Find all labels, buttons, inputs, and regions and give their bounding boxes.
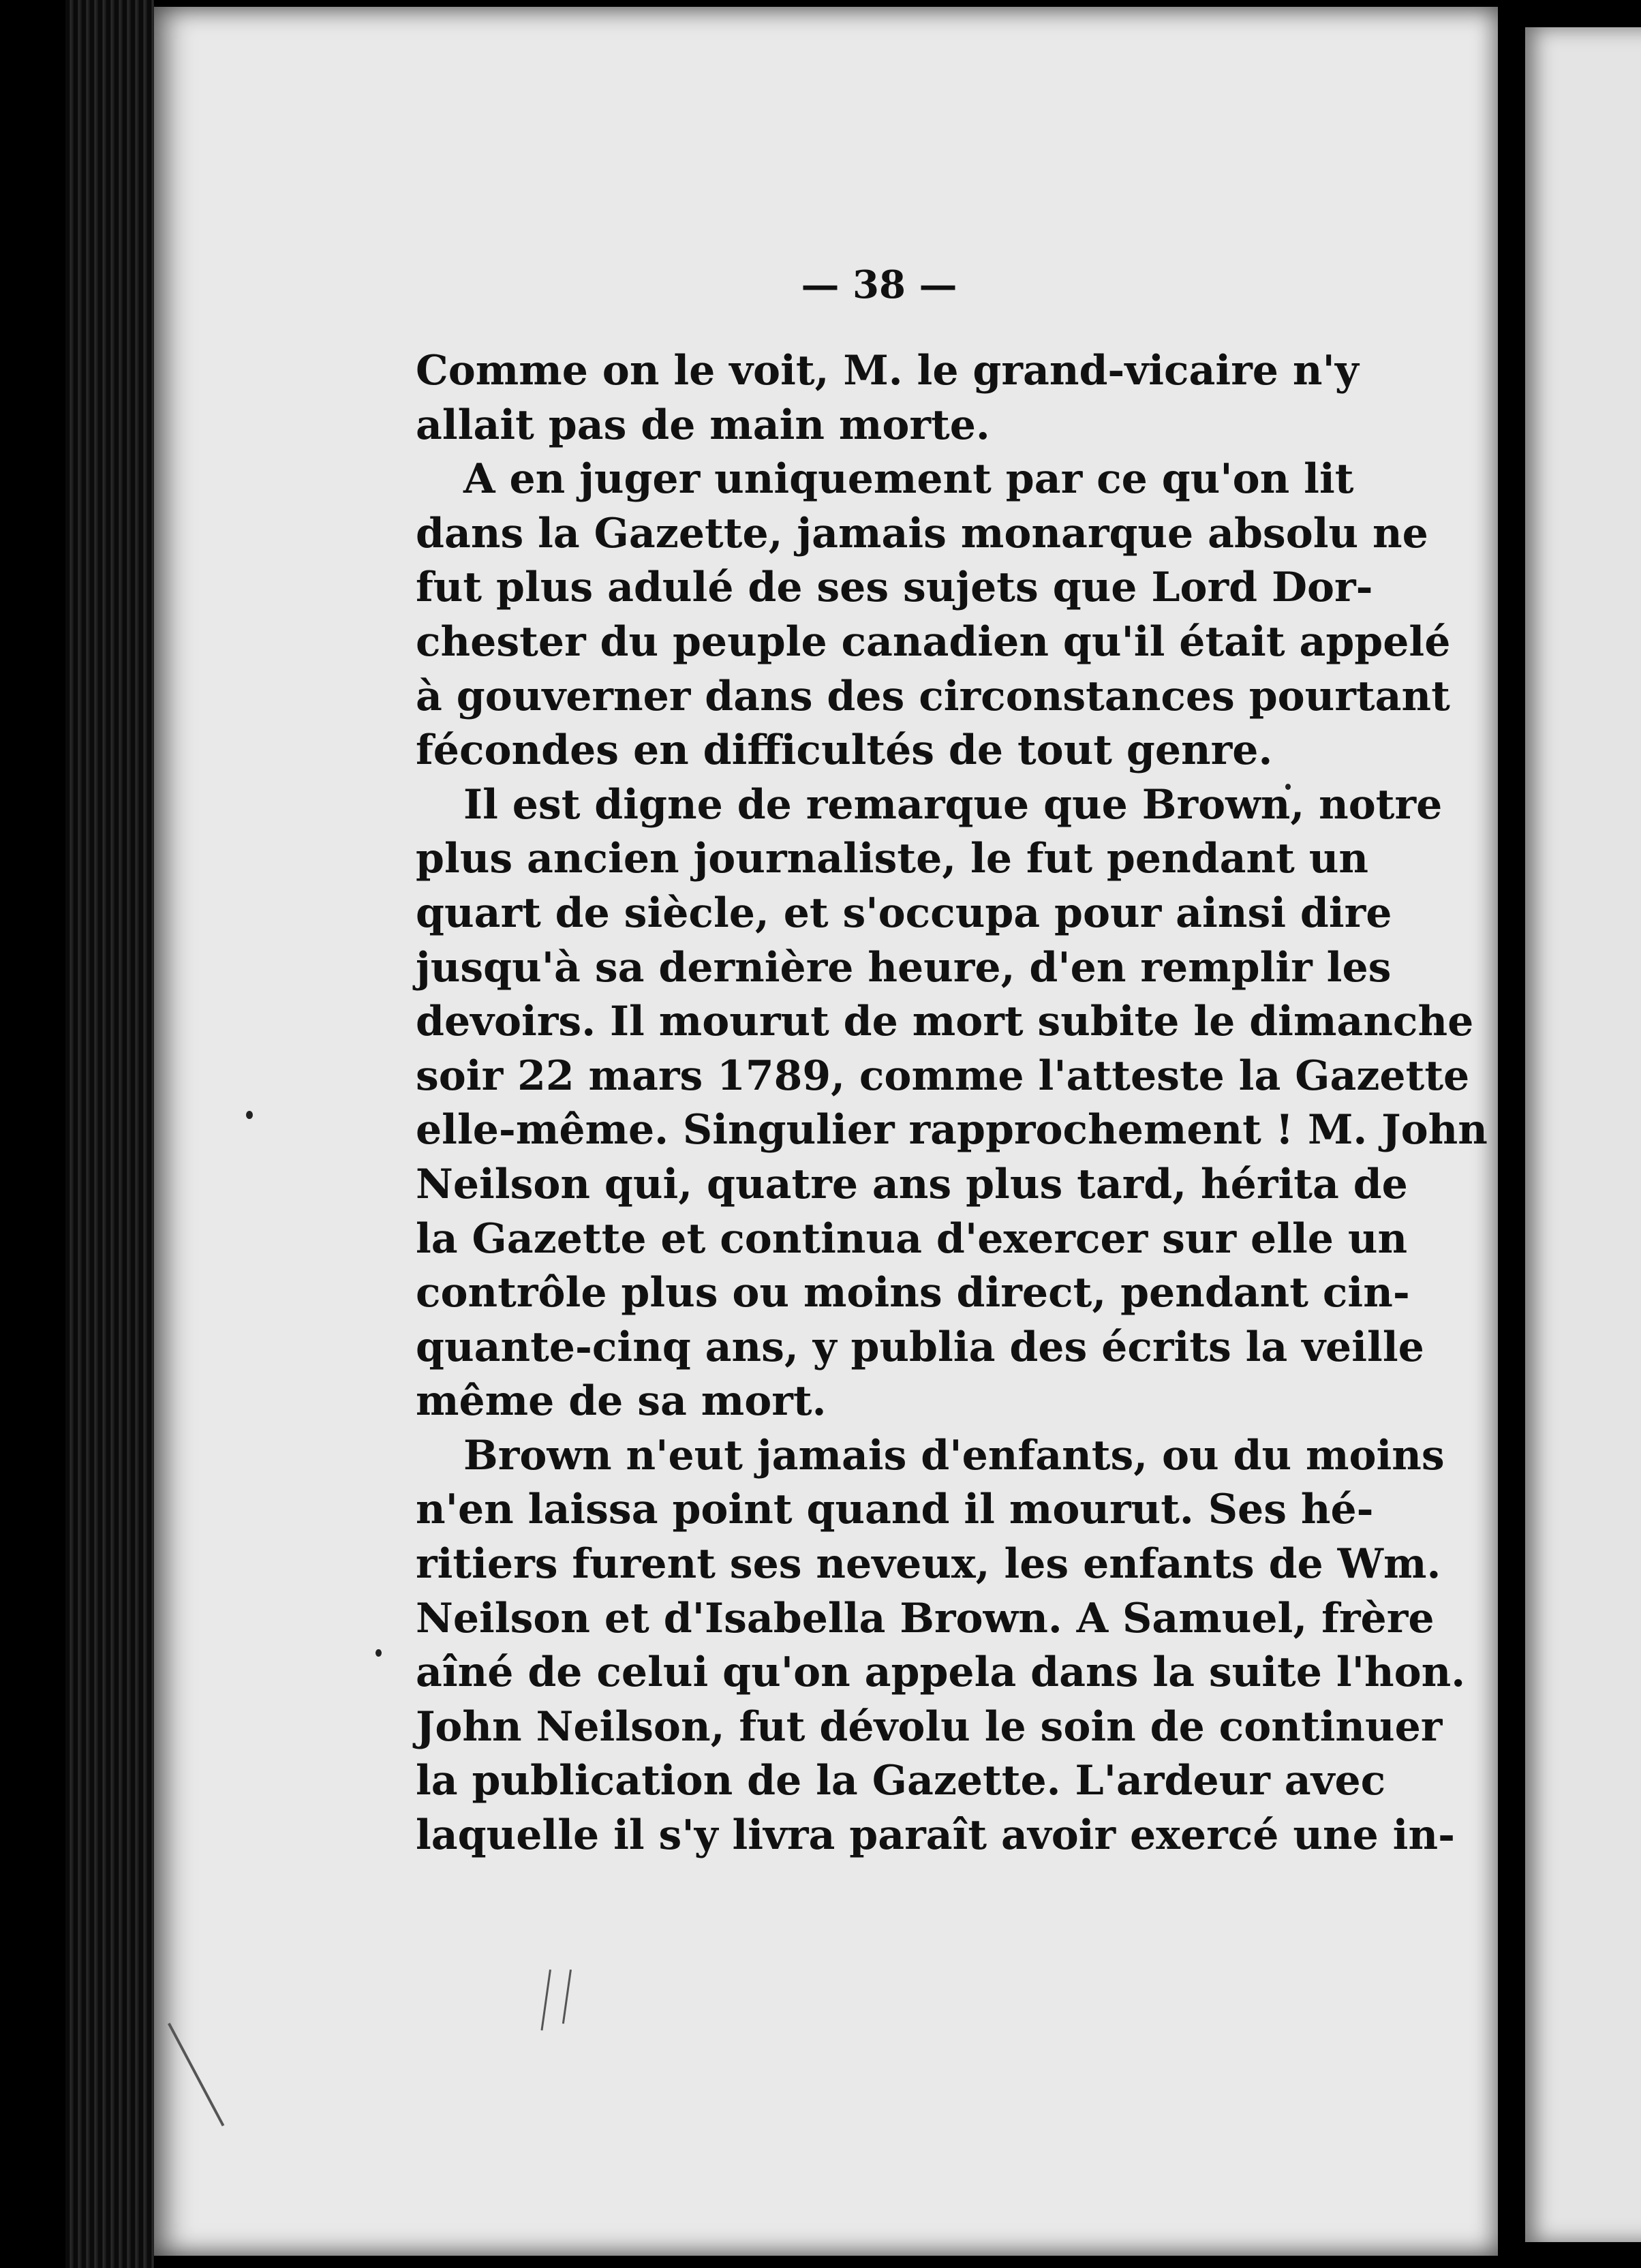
text-line: n'en laissa point quand il mourut. Ses hé- (416, 1486, 1374, 1534)
body-text (416, 344, 1488, 1863)
page-number: — 38 — (801, 262, 957, 307)
paragraph (416, 344, 1359, 453)
text-line: fut plus adulé de ses sujets que Lord Dor- (416, 564, 1373, 612)
text-line: Neilson et d'Isabella Brown. A Samuel, frère (416, 1594, 1435, 1642)
text-line: jusqu'à sa dernière heure, d'en remplir les (416, 943, 1392, 992)
text-line: Neilson qui, quatre ans plus tard, hérita de (416, 1160, 1408, 1208)
text-line: dans la Gazette, jamais monarque absolu ne (416, 509, 1428, 557)
book-edge (65, 0, 154, 2268)
text-line: à gouverner dans des circonstances pourtant (416, 672, 1450, 720)
text-line: A en juger uniquement par ce qu'on lit (463, 455, 1354, 504)
text-line: ritiers furent ses neveux, les enfants de Wm. (416, 1540, 1441, 1589)
page-scratch (562, 1970, 572, 2024)
page-gutter (1498, 0, 1525, 2268)
page-scratch (168, 2023, 224, 2126)
text-line: devoirs. Il mourut de mort subite le dimanche (416, 998, 1474, 1046)
ink-speck (375, 1649, 382, 1657)
text-line: fécondes en difficultés de tout genre. (416, 726, 1273, 775)
paragraph (416, 453, 1451, 778)
text-line: quart de siècle, et s'occupa pour ainsi dire (416, 889, 1392, 937)
text-line: Comme on le voit, M. le grand-vicaire n'y (416, 347, 1359, 395)
text-line: contrôle plus ou moins direct, pendant cin- (416, 1269, 1410, 1317)
page-scratch (540, 1970, 551, 2031)
text-line: aîné de celui qu'on appela dans la suite l'hon. (416, 1649, 1466, 1697)
text-line: même de sa mort. (416, 1377, 827, 1426)
text-line: John Neilson, fut dévolu le soin de continuer (416, 1702, 1443, 1751)
text-line: quante-cinq ans, y publia des écrits la veille (416, 1323, 1424, 1371)
text-line: plus ancien journaliste, le fut pendant un (416, 835, 1368, 883)
ink-speck (246, 1111, 253, 1119)
facing-page-edge (1525, 27, 1641, 2242)
text-line: la Gazette et continua d'exercer sur elle un (416, 1214, 1408, 1263)
paragraph (416, 1429, 1466, 1863)
text-line: la publication de la Gazette. L'ardeur avec (416, 1757, 1386, 1805)
text-line: Brown n'eut jamais d'enfants, ou du moins (463, 1431, 1445, 1480)
text-line: Il est digne de remarque que Brown, notre (463, 780, 1443, 829)
text-line: allait pas de main morte. (416, 401, 990, 449)
paragraph (416, 778, 1488, 1429)
text-line: laquelle il s'y livra paraît avoir exercé une in- (416, 1811, 1455, 1860)
text-line: soir 22 mars 1789, comme l'atteste la Gazette (416, 1052, 1470, 1100)
text-line: elle-même. Singulier rapprochement ! M. John (416, 1106, 1488, 1154)
text-line: chester du peuple canadien qu'il était appelé (416, 617, 1451, 666)
